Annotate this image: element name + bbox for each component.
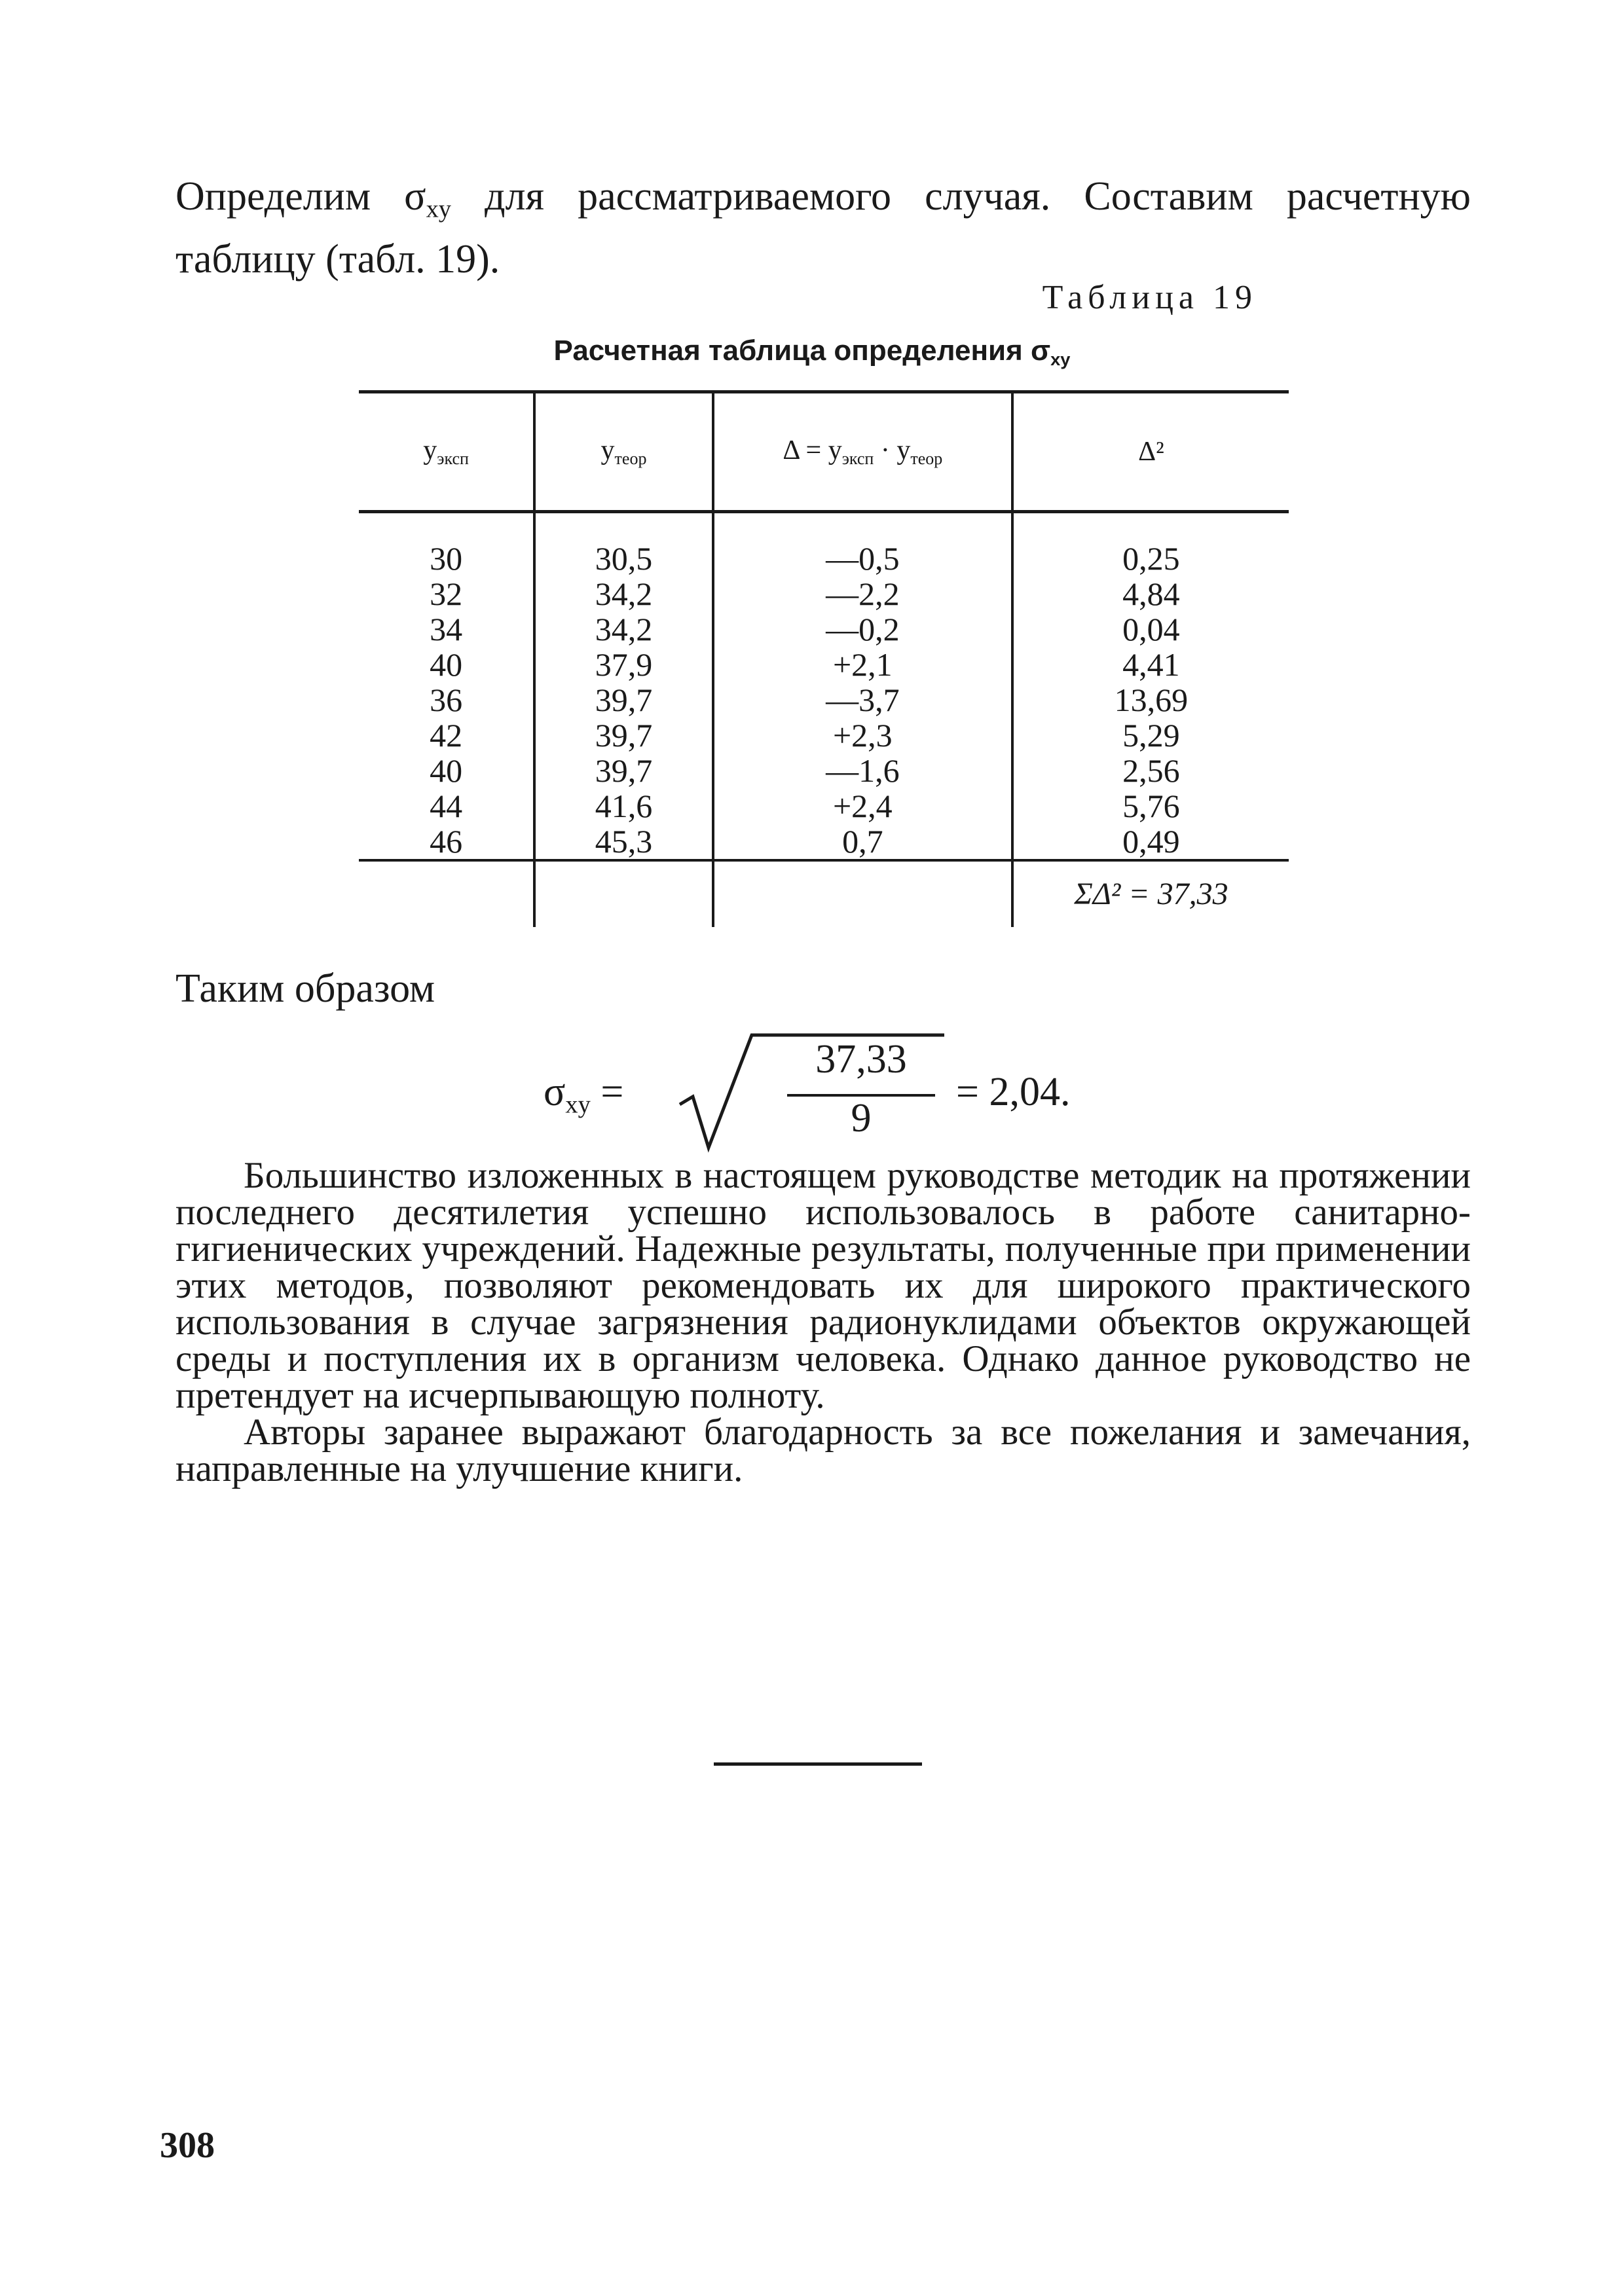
table-header-row xyxy=(359,392,1289,512)
table-row xyxy=(359,788,1289,824)
cell-delta-squared: 0,04 xyxy=(1012,611,1289,647)
cell-delta-squared: 2,56 xyxy=(1012,753,1289,788)
sum-empty-cell xyxy=(713,860,1012,927)
cell-delta: +2,4 xyxy=(713,788,1012,824)
cell-y-theor: 30,5 xyxy=(534,512,713,577)
table-row xyxy=(359,753,1289,788)
body-text xyxy=(175,1157,1471,1487)
formula-sigma: σ xyxy=(544,1070,566,1114)
table-row xyxy=(359,824,1289,860)
formula-denominator: 9 xyxy=(851,1096,872,1140)
header-y-exp-sub: эксп xyxy=(437,448,469,468)
cell-y-theor: 39,7 xyxy=(534,753,713,788)
sum-delta-squared: ΣΔ² = 37,33 xyxy=(1012,860,1289,927)
formula-equals: = xyxy=(590,1070,624,1114)
table-row xyxy=(359,576,1289,611)
header-delta-sub-a: эксп xyxy=(841,448,874,468)
table-row xyxy=(359,512,1289,577)
cell-delta: —0,2 xyxy=(713,611,1012,647)
table-row xyxy=(359,611,1289,647)
sum-empty-cell xyxy=(534,860,713,927)
cell-y-exp: 30 xyxy=(430,540,463,577)
table-number: Таблица 19 xyxy=(1042,279,1257,316)
cell-y-theor: 39,7 xyxy=(534,718,713,753)
cell-delta: +2,1 xyxy=(713,647,1012,682)
sum-empty-cell xyxy=(359,860,534,927)
cell-y-exp: 40 xyxy=(430,752,463,789)
cell-delta: +2,3 xyxy=(713,718,1012,753)
header-y-exp-symbol: y xyxy=(423,435,437,466)
intro-text-after: для рассматриваемого случая. Составим расчетную таблицу (табл. 19). xyxy=(175,174,1471,282)
cell-y-exp: 42 xyxy=(430,717,463,754)
header-delta-mid: · y xyxy=(874,435,911,466)
cell-delta: —2,2 xyxy=(713,576,1012,611)
header-delta-a: Δ = y xyxy=(783,435,842,466)
header-delta-sub-b: теор xyxy=(910,448,943,468)
cell-y-theor: 34,2 xyxy=(534,576,713,611)
table-title-main: Расчетная таблица определения σ xyxy=(553,335,1051,367)
cell-delta-squared: 4,84 xyxy=(1012,576,1289,611)
cell-delta-squared: 0,49 xyxy=(1012,824,1289,860)
cell-delta: 0,7 xyxy=(713,824,1012,860)
cell-delta: —0,5 xyxy=(713,512,1012,577)
thus-heading: Таким образом xyxy=(175,966,435,1011)
calculation-table xyxy=(359,390,1289,927)
cell-delta-squared: 0,25 xyxy=(1012,512,1289,577)
cell-delta: —3,7 xyxy=(713,682,1012,718)
end-rule xyxy=(714,1762,922,1766)
paragraph-thanks: Авторы заранее выражают благодарность за все пожелания и замечания, направленные на улучшение книги. xyxy=(175,1412,1471,1489)
header-y-theor-symbol: y xyxy=(600,435,615,466)
cell-y-exp: 32 xyxy=(430,575,463,612)
cell-y-theor: 37,9 xyxy=(534,647,713,682)
cell-delta-squared: 5,76 xyxy=(1012,788,1289,824)
cell-y-exp: 34 xyxy=(430,611,463,647)
paragraph-methods: Большинство изложенных в настоящем руководстве методик на протяжении последнего десятилетия успешно использовалось в работе санитарно-гигиенических учреждений. Надежные результаты, полученные при применении этих методов, позволяют рекомендовать их для широкого практического использования в случае загрязнения радионуклидами объектов окружающей среды и поступления их в организм человека. Однако данное руководство не претендует на исчерпывающую полноту. xyxy=(175,1155,1471,1416)
table-title xyxy=(354,333,1270,378)
sigma-formula xyxy=(544,1031,1133,1156)
formula-lhs xyxy=(544,1069,623,1120)
table-row xyxy=(359,647,1289,682)
formula-numerator: 37,33 xyxy=(815,1037,907,1082)
header-y-exp xyxy=(359,392,534,512)
table-row xyxy=(359,682,1289,718)
cell-delta: —1,6 xyxy=(713,753,1012,788)
cell-delta-squared: 4,41 xyxy=(1012,647,1289,682)
cell-delta-squared: 13,69 xyxy=(1012,682,1289,718)
table-sum-row xyxy=(359,860,1289,927)
page-number: 308 xyxy=(160,2125,215,2166)
cell-y-exp: 40 xyxy=(430,646,463,683)
header-delta xyxy=(713,392,1012,512)
cell-y-exp: 36 xyxy=(430,682,463,718)
header-y-theor-sub: теор xyxy=(614,448,647,468)
formula-sigma-sub: xy xyxy=(565,1091,591,1119)
intro-sigma-subscript: xy xyxy=(426,195,451,223)
cell-y-theor: 34,2 xyxy=(534,611,713,647)
cell-y-theor: 39,7 xyxy=(534,682,713,718)
cell-y-exp: 46 xyxy=(359,824,534,860)
cell-y-theor: 45,3 xyxy=(534,824,713,860)
intro-paragraph xyxy=(175,172,1471,284)
cell-y-exp: 44 xyxy=(430,788,463,824)
header-y-theor xyxy=(534,392,713,512)
header-delta-squared: Δ² xyxy=(1012,392,1289,512)
table-title-subscript: xy xyxy=(1050,349,1071,370)
cell-delta-squared: 5,29 xyxy=(1012,718,1289,753)
table-row xyxy=(359,718,1289,753)
formula-result: = 2,04. xyxy=(956,1070,1071,1114)
cell-y-theor: 41,6 xyxy=(534,788,713,824)
intro-text-before: Определим σ xyxy=(175,174,426,219)
